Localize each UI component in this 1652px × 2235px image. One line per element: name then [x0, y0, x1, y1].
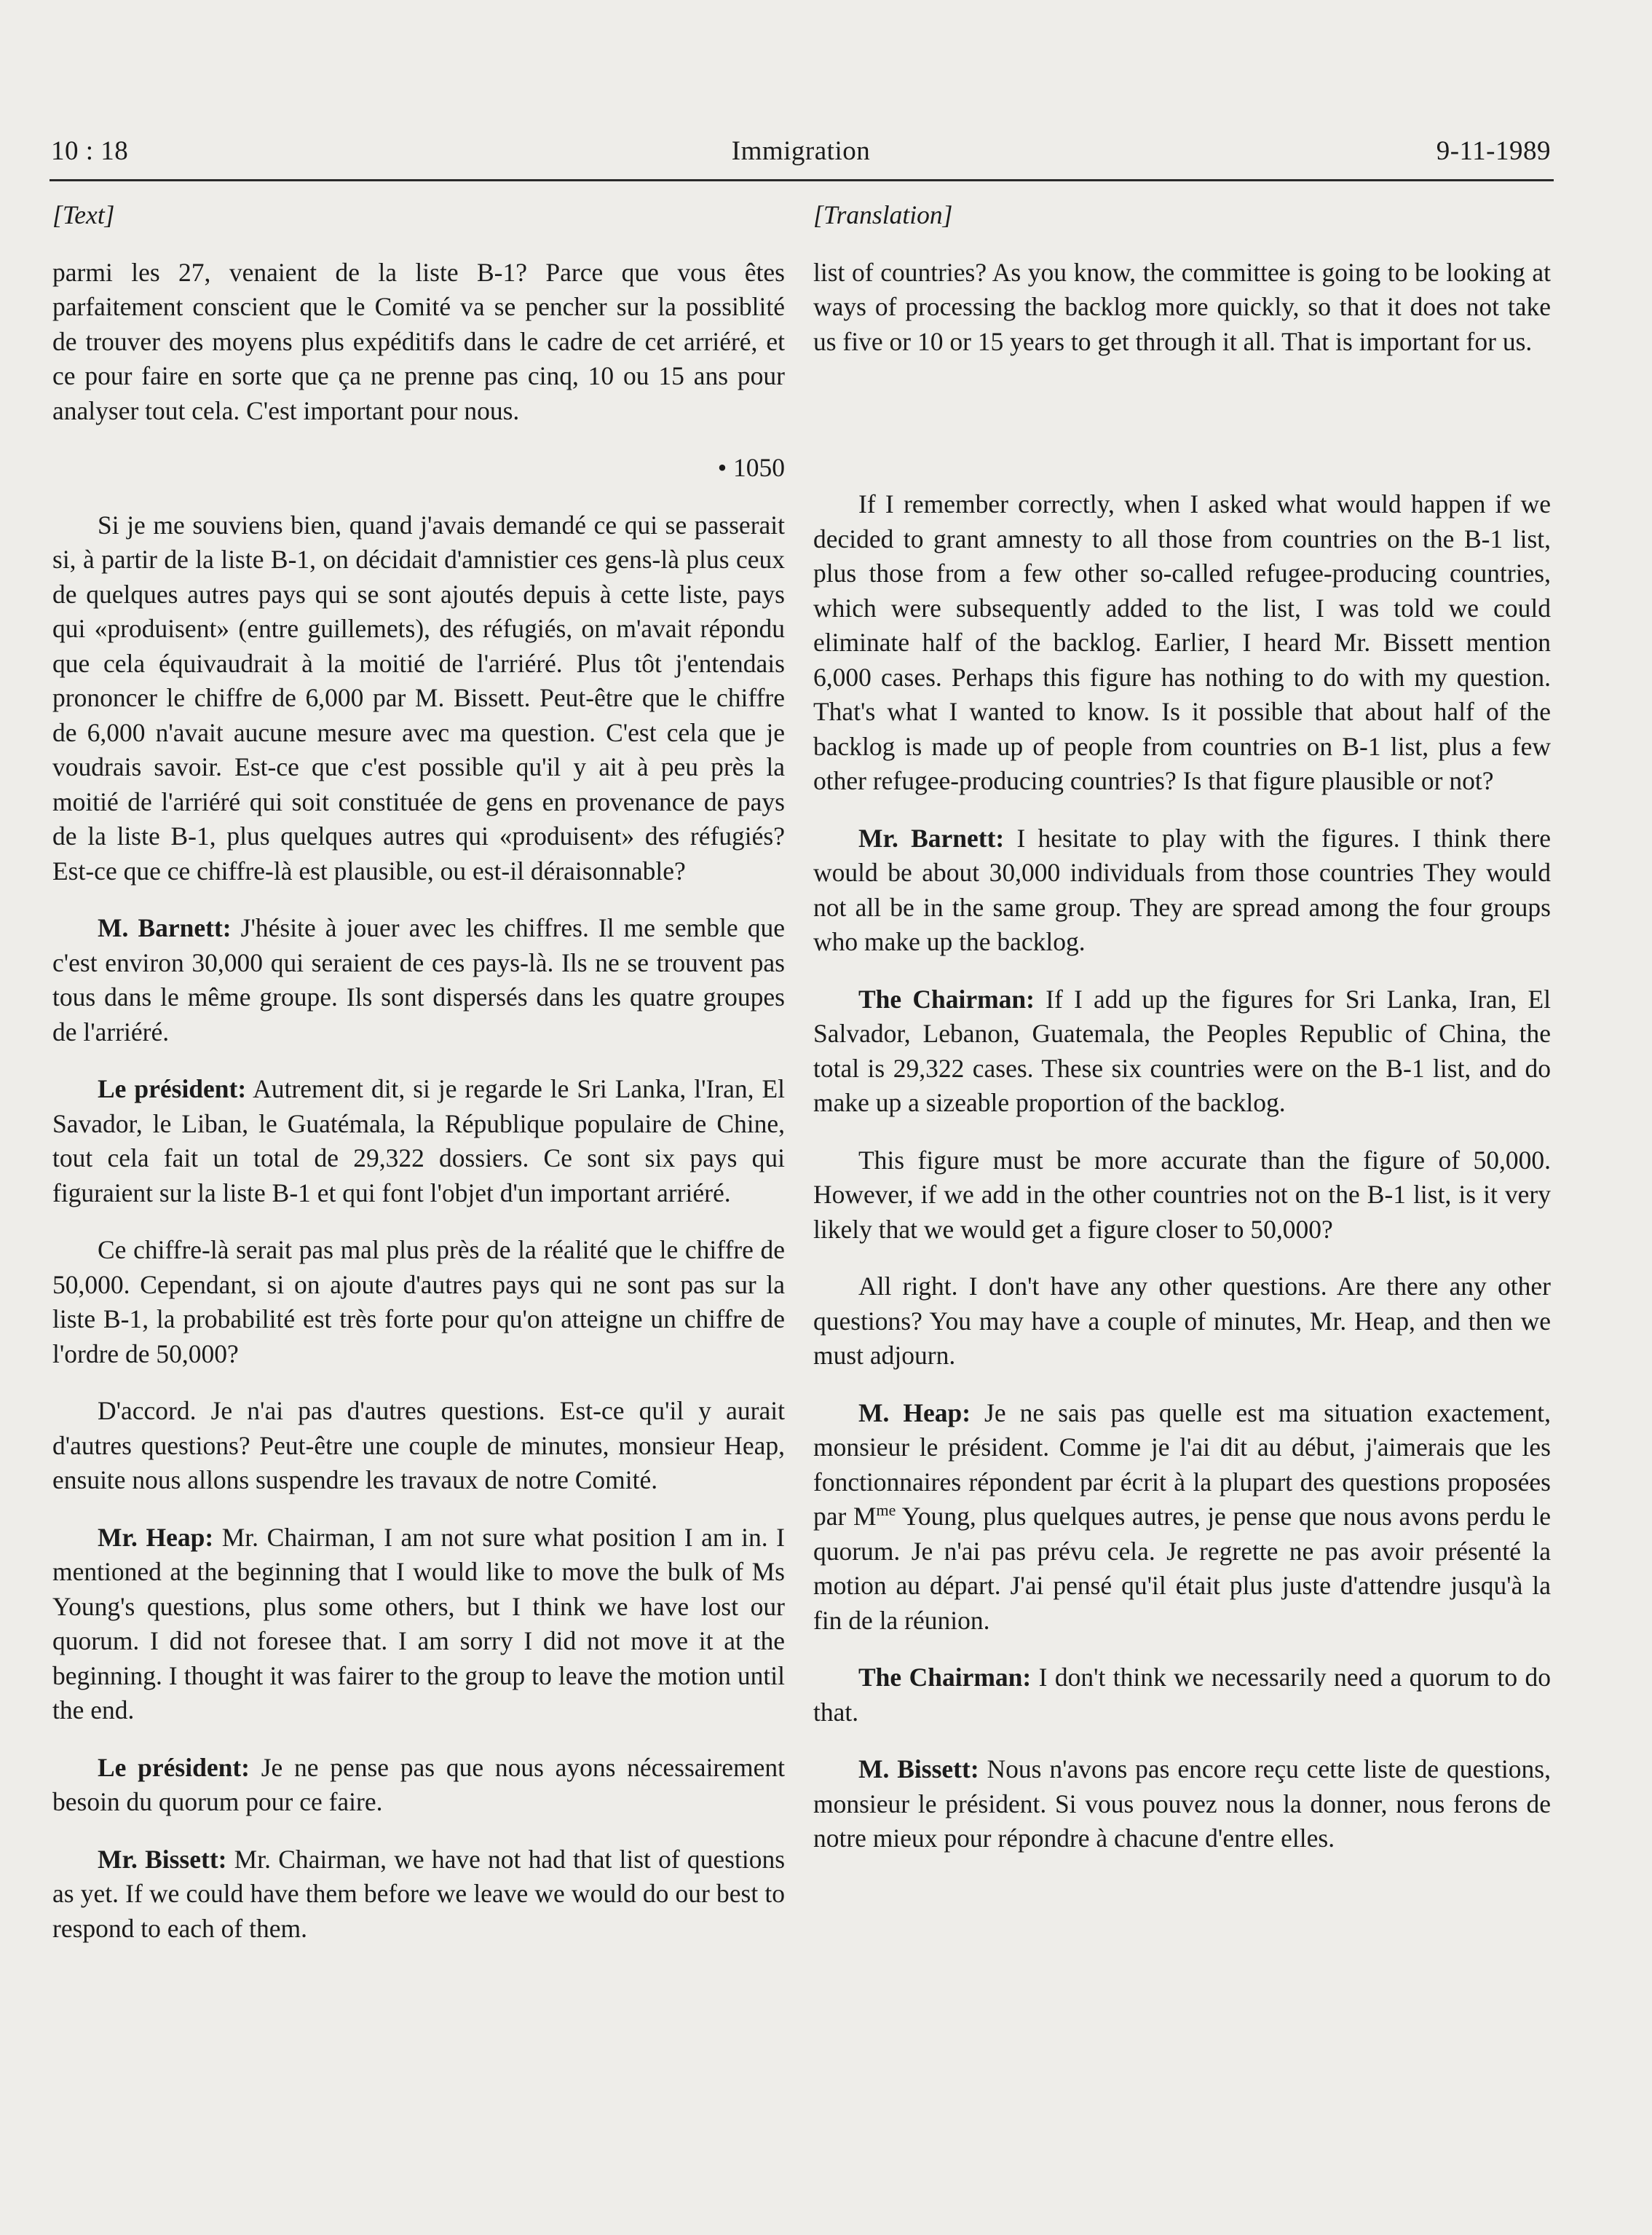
speaker-name: Mr. Heap: — [98, 1522, 214, 1552]
language-tag: [Text] — [52, 200, 115, 229]
speech-text: Nous n'avons pas encore reçu cette liste de questions, monsieur le président. Si vous pouvez nous la donner, nous ferons de notre mieux pour répondre à chacune d'entre elles. — [813, 1754, 1551, 1853]
speech-text: Je ne sais pas quelle est ma situation exactement, monsieur le président. Comme je l'ai dit au début, j'aimerais que les fonctionnaires répondent par écrit à la plupart des questions proposées par M — [813, 1398, 1551, 1531]
speaker-name: Le président: — [98, 1752, 250, 1782]
paragraph: All right. I don't have any other questions. Are there any other questions? You may have a couple of minutes, Mr. Heap, and then we must adjourn. — [813, 1272, 1551, 1370]
speaker-name: The Chairman: — [858, 984, 1035, 1014]
superscript: me — [876, 1501, 896, 1520]
page-title: Immigration — [731, 136, 871, 166]
header-rule — [50, 179, 1554, 181]
paragraph — [52, 1842, 785, 1947]
paragraph: If I remember correctly, when I asked what would happen if we decided to grant amnesty to all those from countries on the B-1 list, plus those from a few other so-called refugee-producing countries, which were subsequently added to the list, I was told we could eliminate half of the backlog. Earlier, I heard Mr. Bissett mention 6,000 cases. Perhaps this figure has nothing to do with my question. That's what I wanted to know. Is it possible that about half of the backlog is made up of people from countries on B-1 list, plus a few other refugee-producing countries? Is that figure plausible or not? — [813, 489, 1551, 795]
speech-text: Mr. Chairman, we have not had that list of questions as yet. If we could have them before we leave we would do our best to respond to each of them. — [52, 1844, 786, 1943]
speech-text: Mr. Chairman, I am not sure what position I am in. I mentioned at the beginning that I would like to move the bulk of Ms Young's questions, plus some others, but I think we have lost our quorum. I did not foresee that. I am sorry I did not move it at the beginning. I thought it was fairer to the group to leave the motion until the end. — [52, 1522, 785, 1724]
speech-text: If I add up the figures for Sri Lanka, Iran, El Salvador, Lebanon, Guatemala, the Peoples Republic of China, the total is 29,322 cases. These six countries were on the B-1 list, and do make up a sizeable proportion of the backlog. — [813, 984, 1551, 1117]
paragraph: D'accord. Je n'ai pas d'autres questions. Est-ce qu'il y aurait d'autres questions? Peut-être une couple de minutes, monsieur Heap, ensuite nous allons suspendre les travaux de notre Comité. — [52, 1396, 785, 1494]
speaker-name: M. Bissett: — [858, 1754, 979, 1783]
paragraph: This figure must be more accurate than the figure of 50,000. However, if we add in the other countries not on the B-1 list, is it very likely that we would get a figure closer to 50,000? — [813, 1145, 1551, 1244]
paragraph: Si je me souviens bien, quand j'avais demandé ce qui se passerait si, à partir de la liste B-1, on décidait d'amnistier ces gens-là plus ceux de quelques autres pays qui se sont ajoutés depuis à cette liste, pays qui «produisent» (entre guillemets), des réfugiés, on m'avait répondu que cela équivaudrait à la moitié de l'arriéré. Plus tôt j'entendais prononcer le chiffre de 6,000 par M. Bissett. Peut-être que le chiffre de 6,000 n'avait aucune mesure avec ma question. C'est cela que je voudrais savoir. Est-ce que c'est possible qu'il y ait à peu près la moitié de l'arriéré qui soit constituée de gens en provenance de pays de la liste B-1, plus quelques autres qui «produisent» des réfugiés? Est-ce que ce chiffre-là est plausible, ou est-il déraisonnable? — [52, 510, 785, 886]
speaker-name: Le président: — [98, 1074, 247, 1103]
speaker-name: Mr. Bissett: — [98, 1844, 227, 1874]
paragraph — [52, 1751, 785, 1820]
page-header — [51, 135, 1551, 175]
speech-text: J'hésite à jouer avec les chiffres. Il me semble que c'est environ 30,000 qui seraient de ces pays-là. Ils ne se trouvent pas tous dans le même groupe. Ils sont dispersés dans les quatre groupes de l'arriéré. — [52, 913, 785, 1046]
speech-text: Je ne pense pas que nous ayons nécessairement besoin du quorum pour ce faire. — [52, 1752, 785, 1816]
page-number: 10 : 18 — [51, 136, 129, 166]
paragraph — [813, 821, 1551, 960]
right-column — [813, 198, 1551, 1879]
paragraph — [813, 1396, 1551, 1639]
speaker-name: The Chairman: — [858, 1663, 1032, 1692]
paragraph: parmi les 27, venaient de la liste B-1? Parce que vous êtes parfaitement conscient que le Comité va se pencher sur la possiblité de trouver des moyens plus expéditifs dans le cadre de cet arriéré, et ce pour faire en sorte que ça ne prenne pas cinq, 10 ou 15 ans pour analyser tout cela. C'est important pour nous. — [52, 257, 785, 425]
speaker-name: M. Barnett: — [98, 913, 232, 942]
speaker-name: M. Heap: — [858, 1398, 971, 1427]
paragraph — [813, 1752, 1551, 1856]
page-date: 9-11-1989 — [1436, 136, 1551, 166]
speech-text: I don't think we necessarily need a quorum to do that. — [813, 1663, 1551, 1727]
paragraph — [52, 1521, 785, 1728]
paragraph — [813, 1660, 1551, 1730]
paragraph: list of countries? As you know, the committee is going to be looking at ways of processing the backlog more quickly, so that it does not take us five or 10 or 15 years to get through it all. That is important for us. — [813, 257, 1551, 356]
left-column — [52, 198, 785, 1968]
speech-text: Autrement dit, si je regarde le Sri Lanka, l'Iran, El Savador, le Liban, le Guatémala, la République populaire de Chine, tout cela fait un total de 29,322 dossiers. Ce sont six pays qui figuraient sur la liste B-1 et qui font l'objet d'un important arriéré. — [52, 1074, 785, 1207]
language-tag: [Translation] — [813, 200, 953, 229]
paragraph — [52, 1072, 785, 1210]
speaker-name: Mr. Barnett: — [858, 823, 1005, 853]
time-marker: • 1050 — [717, 453, 785, 482]
paragraph — [52, 911, 785, 1049]
paragraph: Ce chiffre-là serait pas mal plus près de la réalité que le chiffre de 50,000. Cependant, si on ajoute d'autres pays qui ne sont pas sur la liste B-1, la probabilité est très forte pour qu'on atteigne un chiffre de l'ordre de 50,000? — [52, 1235, 785, 1368]
speech-text: I hesitate to play with the figures. I think there would be about 30,000 individuals from those countries They would not all be in the same group. They are spread among the four groups who make up the backlog. — [813, 823, 1551, 956]
speech-text: Young, plus quelques autres, je pense que nous avons perdu le quorum. Je n'ai pas prévu cela. Je regrette ne pas avoir présenté la motion au départ. J'ai pensé qu'il était plus juste d'attendre jusqu'à la fin de la réunion. — [813, 1502, 1551, 1635]
paragraph — [813, 982, 1551, 1121]
